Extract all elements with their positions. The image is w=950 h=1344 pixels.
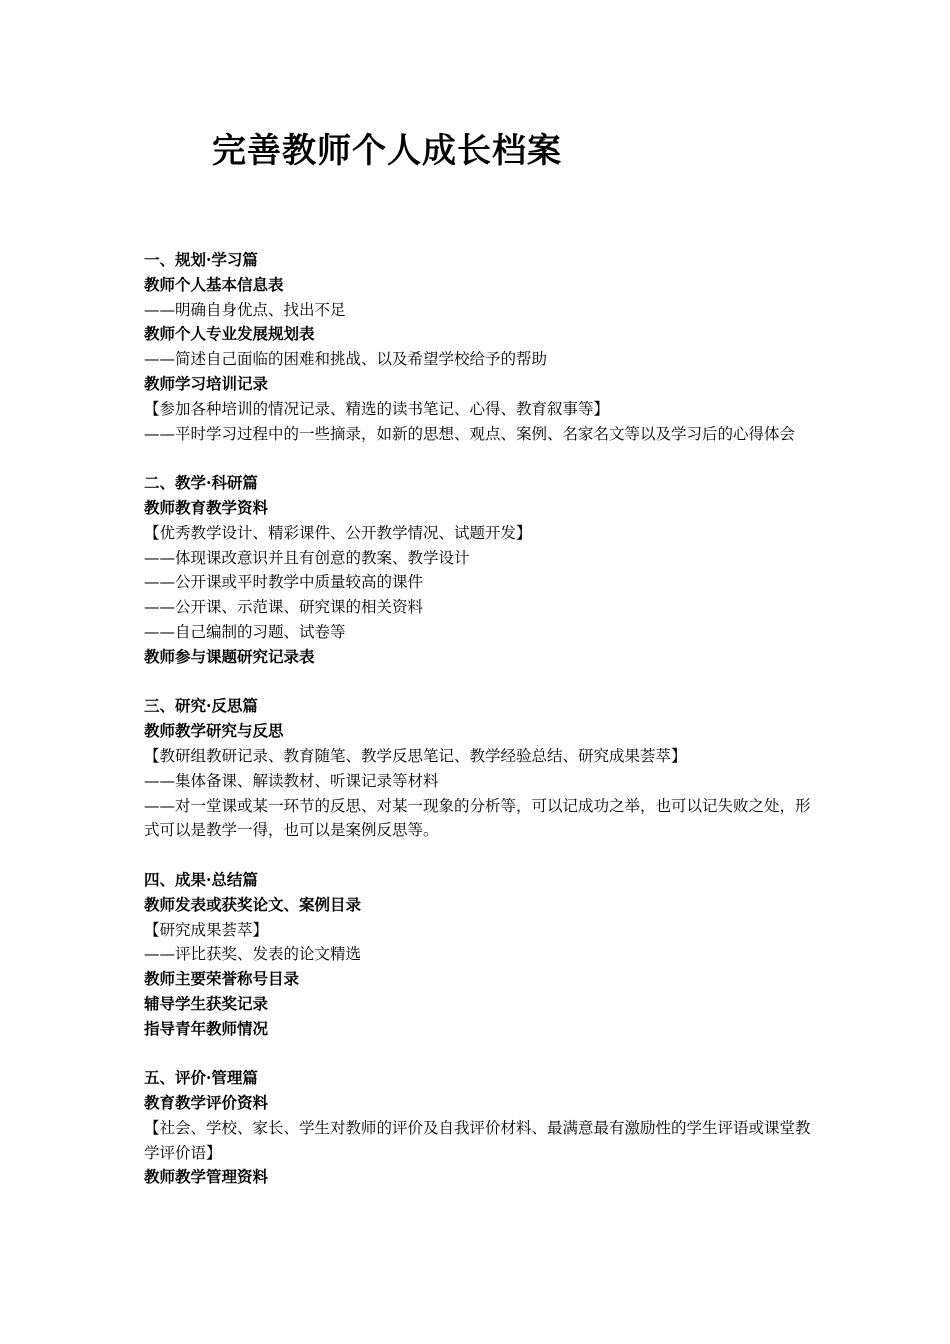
section-heading: 三、研究·反思篇: [144, 696, 258, 716]
item-description: ——对一堂课或某一环节的反思、对某一现象的分析等，可以记成功之举，也可以记失败之处，形式可以是教学一得，也可以是案例反思等。: [144, 796, 811, 840]
item-description: ——公开课、示范课、研究课的相关资料: [144, 598, 424, 617]
item-bracket-note: 【社会、学校、家长、学生对教师的评价及自我评价材料、最满意最有激励性的学生评语或课堂教学评价语】: [144, 1118, 811, 1162]
item-description: ——简述自己面临的困难和挑战、以及希望学校给予的帮助: [144, 350, 548, 369]
item-description: ——明确自身优点、找出不足: [144, 300, 346, 319]
item-bracket-note: 【优秀教学设计、精彩课件、公开教学情况、试题开发】: [144, 523, 532, 542]
item-description: ——体现课改意识并且有创意的教案、教学设计: [144, 548, 470, 567]
item-title: 教师主要荣誉称号目录: [144, 969, 300, 989]
section-research-reflection: [144, 694, 814, 843]
section-heading: 二、教学·科研篇: [144, 473, 258, 493]
item-description: ——评比获奖、发表的论文精选: [144, 945, 362, 964]
item-title: 教育教学评价资料: [144, 1093, 269, 1113]
item-bracket-note: 【研究成果荟萃】: [144, 920, 269, 939]
item-title: 教师个人基本信息表: [144, 274, 284, 294]
section-heading: 五、评价·管理篇: [144, 1068, 258, 1088]
section-planning-study: [144, 248, 814, 446]
item-description: ——自己编制的习题、试卷等: [144, 622, 346, 641]
item-title: 教师学习培训记录: [144, 373, 269, 393]
item-bracket-note: 【教研组教研记录、教育随笔、教学反思笔记、教学经验总结、研究成果荟萃】: [144, 746, 687, 765]
item-description: ——平时学习过程中的一些摘录，如新的思想、观点、案例、名家名文等以及学习后的心得体会: [144, 424, 796, 443]
item-title: 教师教学研究与反思: [144, 721, 284, 741]
document-body: [144, 248, 814, 1215]
item-title: 教师参与课题研究记录表: [144, 646, 315, 666]
section-achievements-summary: [144, 868, 814, 1042]
section-teaching-research: [144, 471, 814, 669]
item-title: 辅导学生获奖记录: [144, 993, 269, 1013]
item-title: 教师教学管理资料: [144, 1167, 269, 1187]
section-evaluation-management: [144, 1066, 814, 1190]
item-title: 教师教育教学资料: [144, 497, 269, 517]
item-description: ——集体备课、解读教材、听课记录等材料: [144, 771, 439, 790]
section-heading: 一、规划·学习篇: [144, 250, 258, 269]
section-heading: 四、成果·总结篇: [144, 869, 258, 889]
item-title: 教师个人专业发展规划表: [144, 324, 315, 344]
item-title: 教师发表或获奖论文、案例目录: [144, 894, 362, 914]
document-title: 完善教师个人成长档案: [212, 131, 562, 171]
item-bracket-note: 【参加各种培训的情况记录、精选的读书笔记、心得、教育叙事等】: [144, 399, 610, 418]
item-description: ——公开课或平时教学中质量较高的课件: [144, 573, 424, 592]
item-title: 指导青年教师情况: [144, 1018, 269, 1038]
